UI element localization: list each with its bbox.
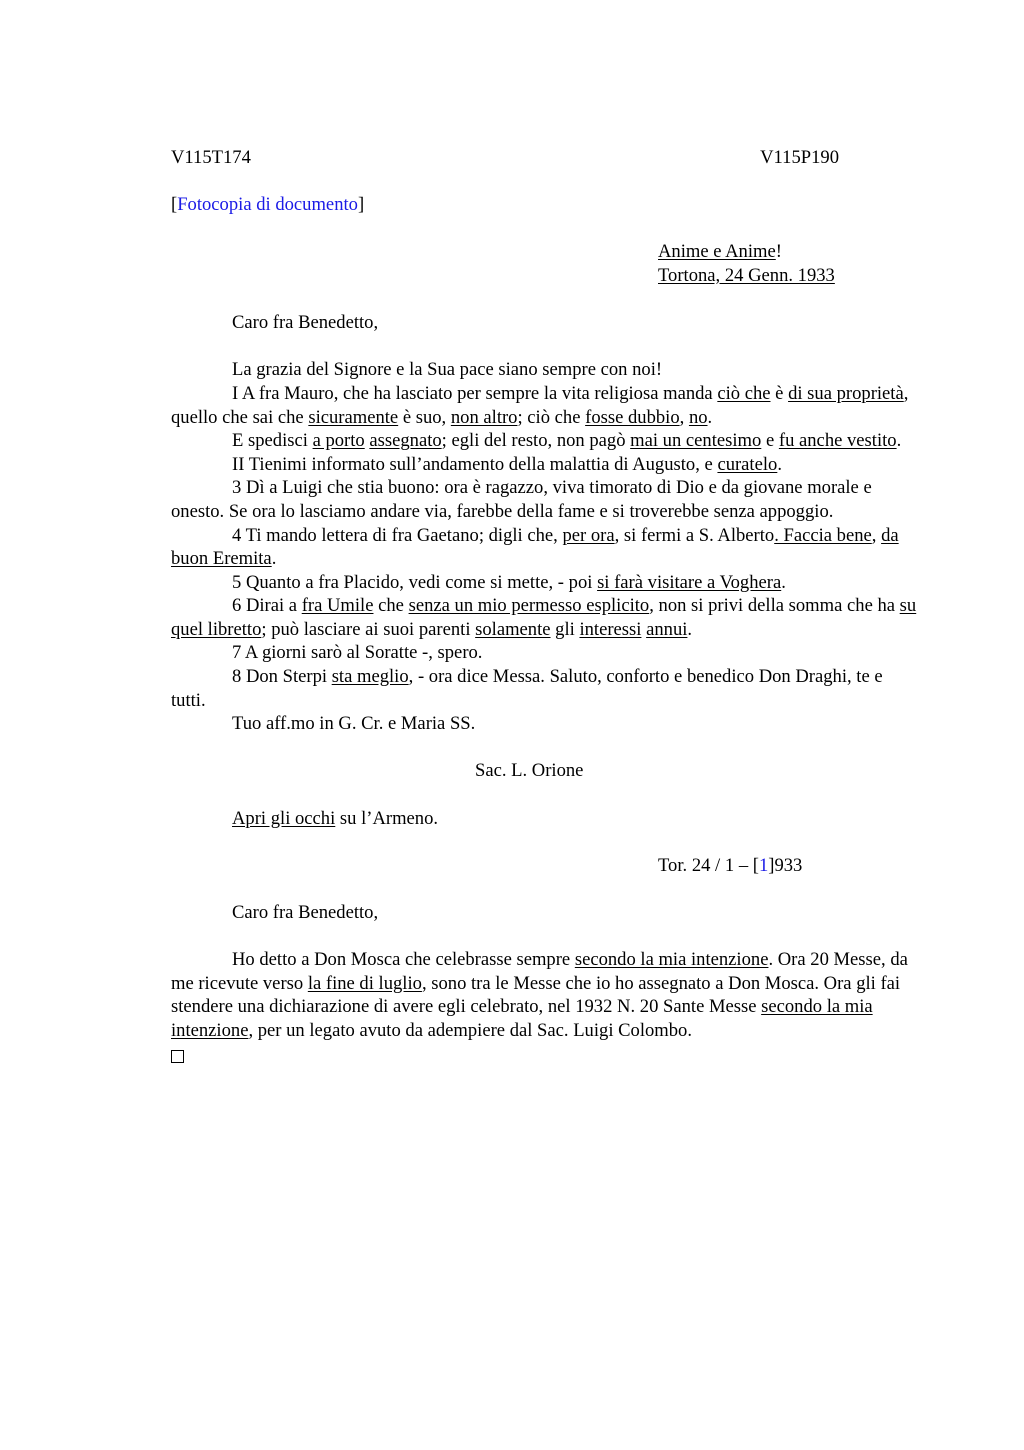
signature: Sac. L. Orione [475,760,584,782]
letter-motto: Anime e Anime! [658,241,782,263]
paragraph-7: 6 Dirai a fra Umile che senza un mio permesso esplicito, non si privi della somma che ha su quel libretto; può lasciare ai suoi parenti solamente gli interessi annui. [171,595,917,640]
paragraph-8: 7 A giorni sarò al Soratte -, spero. [232,642,483,664]
paragraph-3: II Tienimi informato sull’andamento della malattia di Augusto, e curatelo. [232,453,782,475]
second-letter-salutation: Caro fra Benedetto, [232,902,379,923]
volume-page-code: V115P190 [760,147,839,168]
letter-closing: Tuo aff.mo in G. Cr. e Maria SS. [232,713,476,735]
header-codes [171,146,921,170]
letter-greeting: La grazia del Signore e la Sua pace siano sempre con noi! [232,359,663,381]
paragraph-9: 8 Don Sterpi sta meglio, - ora dice Messa. Saluto, conforto e benedico Don Draghi, te e tutti. [171,666,883,711]
paragraph-2: E spedisci a porto assegnato; egli del resto, non pagò mai un centesimo e fu anche vestito. [232,430,902,452]
document-note-text: Fotocopia di documento [177,194,358,216]
square-icon [171,1050,184,1063]
volume-text-code: V115T174 [171,147,251,168]
document-body [171,146,921,1069]
paragraph-5: 4 Ti mando lettera di fra Gaetano; digli che, per ora, si fermi a S. Alberto. Faccia bene, da buon Eremita. [171,524,899,570]
letter-place-date: Tortona, 24 Genn. 1933 [658,264,835,286]
postscript: Apri gli occhi su l’Armeno. [232,807,439,829]
paragraph-1: I A fra Mauro, che ha lasciato per sempre la vita religiosa manda ciò che è di sua proprietà, quello che sai che sicuramente è suo, non altro; ciò che fosse dubbio, no. [171,382,909,428]
second-letter-body: Ho detto a Don Mosca che celebrasse sempre secondo la mia intenzione. Ora 20 Messe, da me ricevute verso la fine di luglio, sono tra le Messe che io ho assegnato a Don Mosca. Ora gli fai stendere una dichiarazione di avere egli celebrato, nel 1932 N. 20 Sante Messe secondo la mia intenzione, per un legato avuto da adempiere dal Sac. Luigi Colombo. [171,949,908,1041]
letter-salutation: Caro fra Benedetto, [232,312,379,334]
paragraph-4: 3 Dì a Luigi che stia buono: ora è ragazzo, viva timorato di Dio e da giovane morale e onesto. Se ora lo lasciamo andare via, farebbe della fame e si troverebbe senza appoggio. [171,477,872,522]
second-letter-date: Tor. 24 / 1 – [1]933 [658,854,803,876]
paragraph-6: 5 Quanto a fra Placido, vedi come si mette, - poi si farà visitare a Voghera. [232,571,786,593]
document-note: [Fotocopia di documento] [171,194,365,216]
